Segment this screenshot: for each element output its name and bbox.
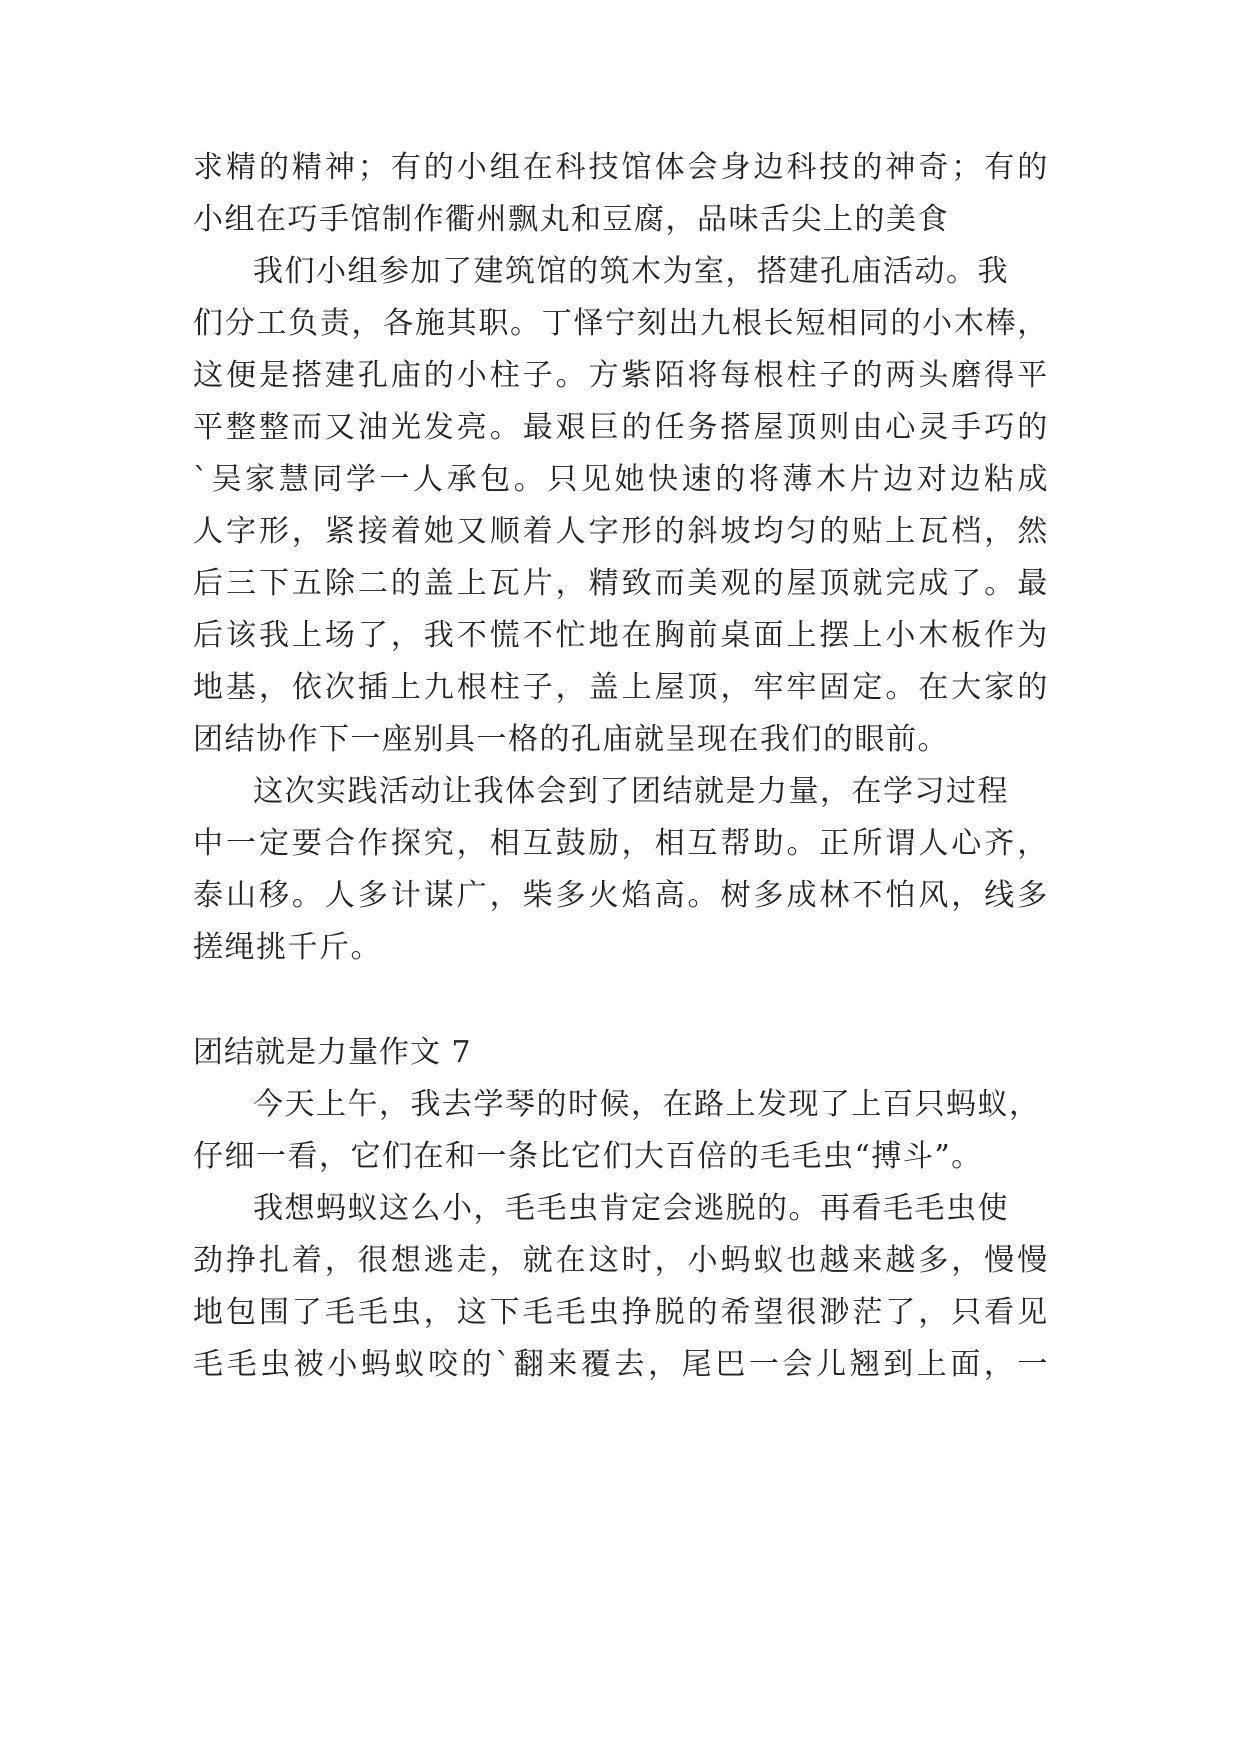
text-line: 平 整 整 而 又 油 光 发 亮 。 最 艰 巨 的 任 务 搭 屋 顶 则 由 心 灵 手 巧 的: [193, 410, 1049, 445]
text-line: 后 三 下 五 除 二 的 盖 上 瓦 片 ， 精 致 而 美 观 的 屋 顶 就 完 成 了 。 最: [193, 566, 1049, 601]
text-line: 搓绳挑千斤。: [193, 930, 382, 965]
text-line: 求 精 的 精 神 ； 有 的 小 组 在 科 技 馆 体 会 身 边 科 技 的 神 奇 ； 有 的: [193, 150, 1049, 185]
text-line: 仔细一看，它们在和一条比它们大百倍的毛毛虫“搏斗”。: [193, 1139, 983, 1174]
text-line: 中 一 定 要 合 作 探 究 ， 相 互 鼓 励 ， 相 互 帮 助 。 正 所 谓 人 心 齐 ，: [193, 826, 1049, 861]
text-line: 团结协作下一座别具一格的孔庙就呈现在我们的眼前。: [193, 722, 949, 757]
text-line: 们 分 工 负 责 ， 各 施 其 职 。 丁 怿 宁 刻 出 九 根 长 短 相 同 的 小 木 棒 ，: [193, 306, 1049, 341]
text-line: ` 吴 家 慧 同 学 一 人 承 包 。 只 见 她 快 速 的 将 薄 木 片 边 对 边 粘 成: [193, 462, 1049, 497]
text-line: 这 便 是 搭 建 孔 庙 的 小 柱 子 。 方 紫 陌 将 每 根 柱 子 的 两 头 磨 得 平: [193, 358, 1049, 393]
text-line: 劲 挣 扎 着 ， 很 想 逃 走 ， 就 在 这 时 ， 小 蚂 蚁 也 越 来 越 多 ， 慢 慢: [193, 1243, 1049, 1278]
text-line: 我们小组参加了建筑馆的筑木为室，搭建孔庙活动。我: [253, 254, 1009, 289]
text-line: 地 基 ， 依 次 插 上 九 根 柱 子 ， 盖 上 屋 顶 ， 牢 牢 固 定 。 在 大 家 的: [193, 670, 1049, 705]
essay-heading: 团结就是力量作文 7: [193, 1035, 472, 1070]
text-line: 人 字 形 ， 紧 接 着 她 又 顺 着 人 字 形 的 斜 坡 均 匀 的 贴 上 瓦 档 ， 然: [193, 514, 1049, 549]
text-line: 地 包 围 了 毛 毛 虫 ， 这 下 毛 毛 虫 挣 脱 的 希 望 很 渺 茫 了 ， 只 看 见: [193, 1295, 1049, 1330]
text-line: 泰 山 移 。 人 多 计 谋 广 ， 柴 多 火 焰 高 。 树 多 成 林 不 怕 风 ， 线 多: [193, 878, 1049, 913]
text-line: 我想蚂蚁这么小，毛毛虫肯定会逃脱的。再看毛毛虫使: [253, 1191, 1009, 1226]
text-line: 后 该 我 上 场 了 ， 我 不 慌 不 忙 地 在 胸 前 桌 面 上 摆 上 小 木 板 作 为: [193, 618, 1049, 653]
text-line: 这次实践活动让我体会到了团结就是力量，在学习过程: [253, 774, 1009, 809]
text-line: 毛 毛 虫 被 小 蚂 蚁 咬 的 ` 翻 来 覆 去 ， 尾 巴 一 会 儿 翘 到 上 面 ， 一: [193, 1347, 1049, 1382]
text-line: 小组在巧手馆制作衢州飘丸和豆腐，品味舌尖上的美食: [193, 202, 949, 237]
text-line: 今天上午，我去学琴的时候，在路上发现了上百只蚂蚁，: [253, 1087, 1041, 1122]
